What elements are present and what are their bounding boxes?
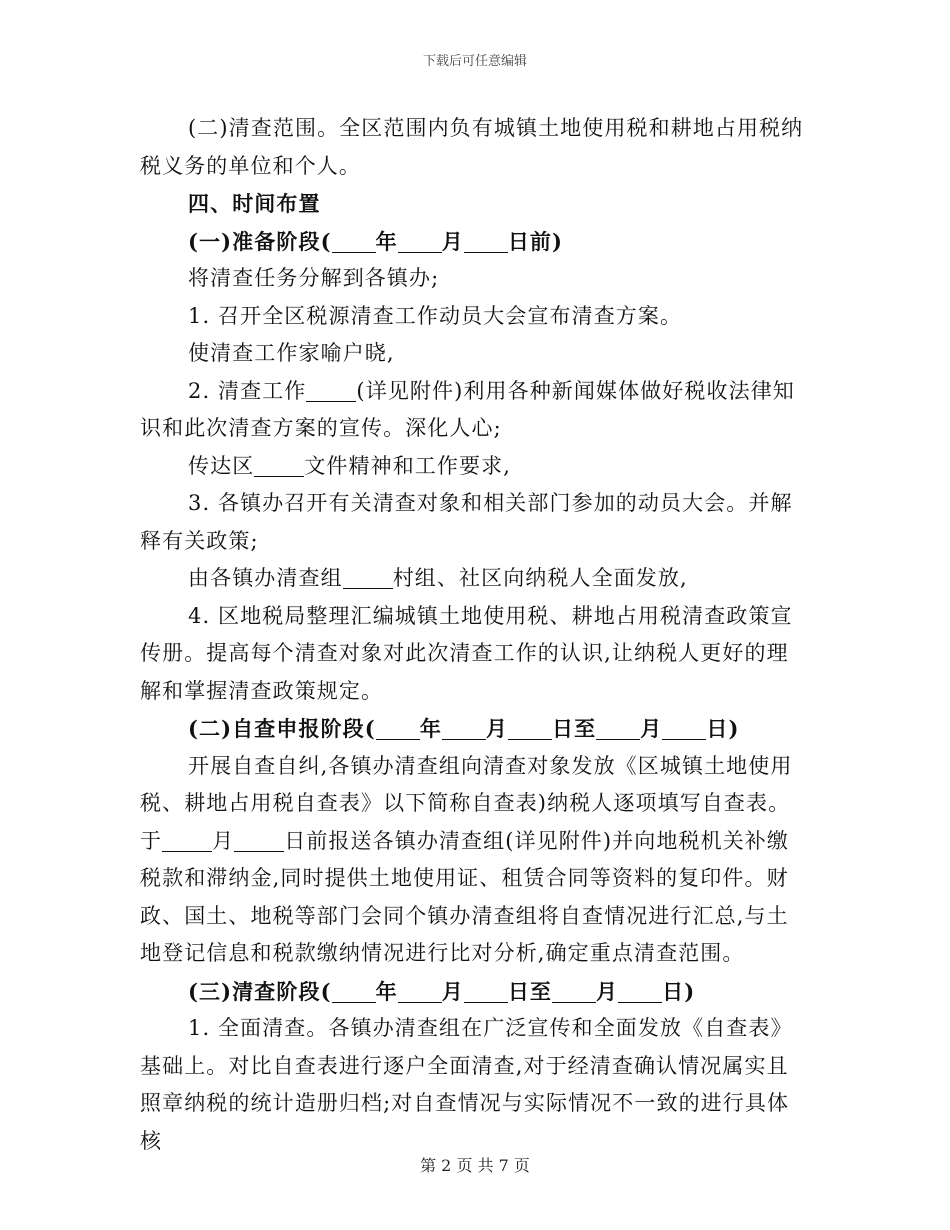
paragraph-convey: 传达区 文件精神和工作要求, <box>188 453 511 478</box>
blank-line <box>442 718 486 740</box>
paragraph-item-3: 3. 各镇办召开有关清查对象和相关部门参加的动员大会。并解释有关政策; <box>140 491 793 553</box>
blank-line <box>464 981 508 1003</box>
paragraph-distribute: 由各镇办清查组 村组、社区向纳税人全面发放, <box>188 566 688 590</box>
paragraph-self-check-detail: 开展自查自纠,各镇办清查组向清查对象发放《区城镇土地使用税、耕地占用税自查表》以下简称自查表)纳税人逐项填写自查表。于 月 日前报送各镇办清查组(详见附件)并向地税机关补缴税款和滞纳金,同时提供土地使用证、租赁合同等资料的复印件。财政、国土、地税等部门会同个镇办清查组将自查情况进行汇总,与土地登记信息和税款缴纳情况进行比对分析,确定重点清查范围。 <box>140 753 793 965</box>
blank-line <box>254 455 304 477</box>
paragraph-task: 将清查任务分解到各镇办; <box>188 266 440 290</box>
paragraph-scope: (二)清查范围。全区范围内负有城镇土地使用税和耕地占用税纳税义务的单位和个人。 <box>140 116 804 178</box>
blank-line <box>343 567 393 589</box>
blank-line <box>464 231 508 253</box>
blank-line <box>596 718 640 740</box>
blank-line <box>234 830 284 852</box>
subheading-inspection: (三)清查阶段( 年 月 日至 月 日) <box>188 978 696 1004</box>
paragraph-publicity: 使清查工作家喻户晓, <box>188 341 395 365</box>
paragraph-item-1: 1. 召开全区税源清查工作动员大会宣布清查方案。 <box>188 303 683 328</box>
blank-line <box>376 718 420 740</box>
section-heading-schedule: 四、时间布置 <box>188 191 321 216</box>
blank-line <box>162 830 212 852</box>
blank-line <box>398 981 442 1003</box>
paragraph-full-inspection: 1. 全面清查。各镇办清查组在广泛宣传和全面发放《自查表》基础上。对比自查表进行逐户全面清查,对于经清查确认情况属实且照章纳税的统计造册归档;对自查情况与实际情况不一致的进行具体核 <box>140 1016 793 1153</box>
blank-line <box>306 380 356 402</box>
blank-line <box>618 981 662 1003</box>
subheading-preparation: (一)准备阶段( 年 月 日前) <box>188 228 564 254</box>
blank-line <box>508 718 552 740</box>
blank-line <box>332 981 376 1003</box>
subheading-self-check: (二)自查申报阶段( 年 月 日至 月 日) <box>188 716 740 741</box>
page-header: 下载后可任意编辑 <box>422 54 527 69</box>
document-body <box>140 110 808 1160</box>
page-footer: 第 2 页 共 7 页 <box>420 1156 530 1175</box>
blank-line <box>332 231 376 253</box>
blank-line <box>662 718 706 740</box>
paragraph-item-2: 2. 清查工作 (详见附件)利用各种新闻媒体做好税收法律知识和此次清查方案的宣传。深化人心; <box>140 378 795 440</box>
blank-line <box>552 981 596 1003</box>
paragraph-item-4: 4. 区地税局整理汇编城镇土地使用税、耕地占用税清查政策宣传册。提高每个清查对象对此次清查工作的认识,让纳税人更好的理解和掌握清查政策规定。 <box>140 603 793 703</box>
blank-line <box>398 231 442 253</box>
